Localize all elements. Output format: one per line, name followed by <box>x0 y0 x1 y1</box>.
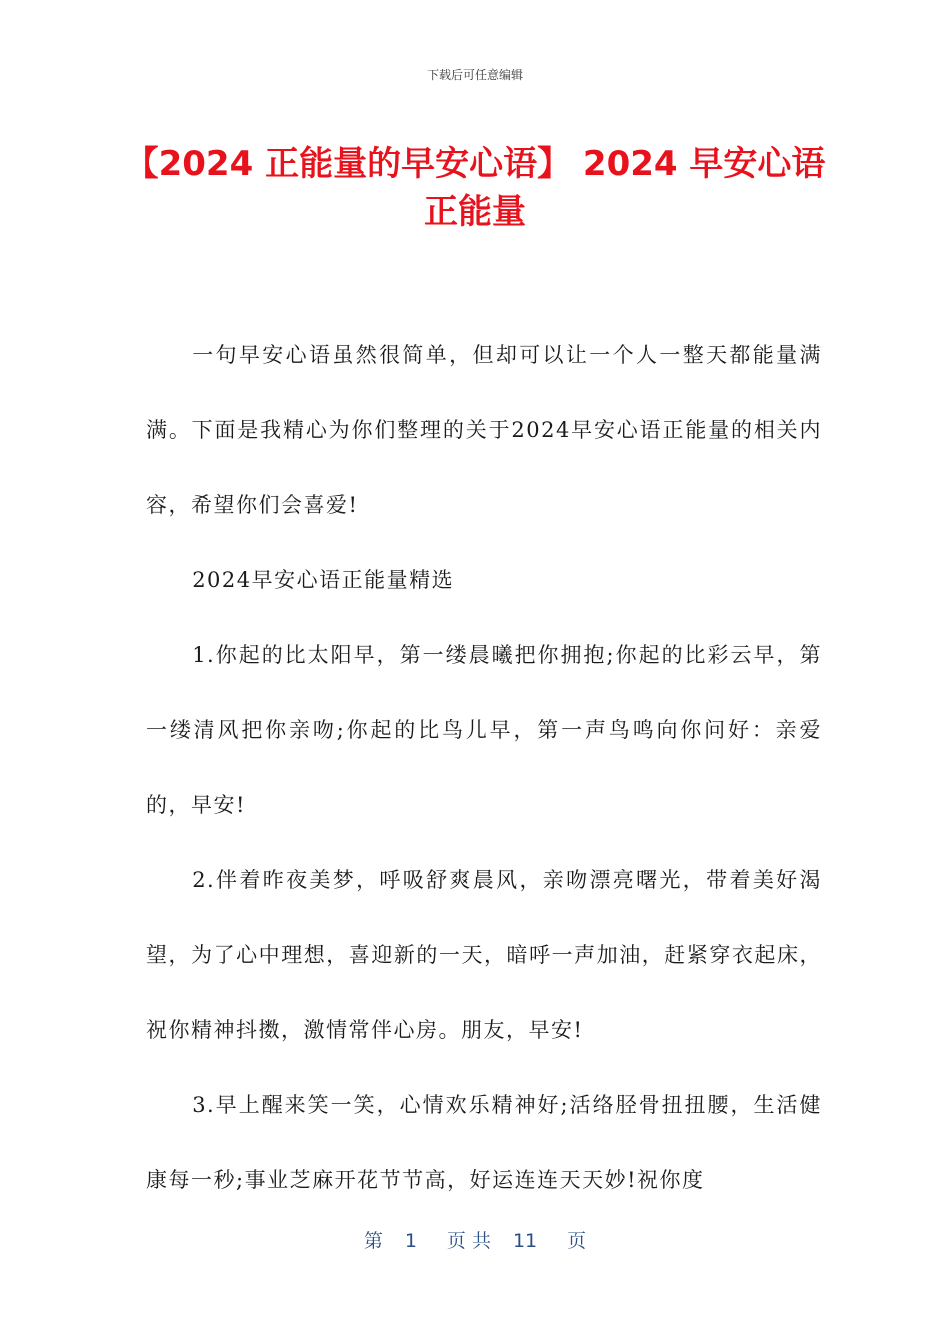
page-footer <box>0 1226 950 1253</box>
footer-total-pages: 11 <box>512 1230 538 1252</box>
document-body <box>146 318 822 1218</box>
header-note: 下载后可任意编辑 <box>426 68 523 82</box>
footer-current-page: 1 <box>404 1230 417 1252</box>
footer-suffix: 页 <box>567 1230 587 1252</box>
paragraph-intro: 一句早安心语虽然很简单，但却可以让一个人一整天都能量满满。下面是我精心为你们整理的关于2024早安心语正能量的相关内容，希望你们会喜爱! <box>146 343 822 517</box>
paragraph-section-heading: 2024早安心语正能量精选 <box>192 568 455 592</box>
footer-prefix: 第 <box>363 1230 383 1252</box>
paragraph-item-1: 1.你起的比太阳早，第一缕晨曦把你拥抱;你起的比彩云早，第一缕清风把你亲吻;你起的比鸟儿早，第一声鸟鸣向你问好：亲爱的，早安! <box>146 643 822 817</box>
paragraph-item-2: 2.伴着昨夜美梦，呼吸舒爽晨风，亲吻漂亮曙光，带着美好渴望，为了心中理想，喜迎新的一天，暗呼一声加油，赶紧穿衣起床，祝你精神抖擞，激情常伴心房。朋友，早安! <box>146 868 822 1042</box>
paragraph-item-3: 3.早上醒来笑一笑，心情欢乐精神好;活络胫骨扭扭腰，生活健康每一秒;事业芝麻开花节节高，好运连连天天妙!祝你度 <box>146 1093 822 1192</box>
footer-middle: 页 共 <box>446 1230 491 1252</box>
document-title: 【2024 正能量的早安心语】 2024 早安心语正能量 <box>124 144 826 232</box>
